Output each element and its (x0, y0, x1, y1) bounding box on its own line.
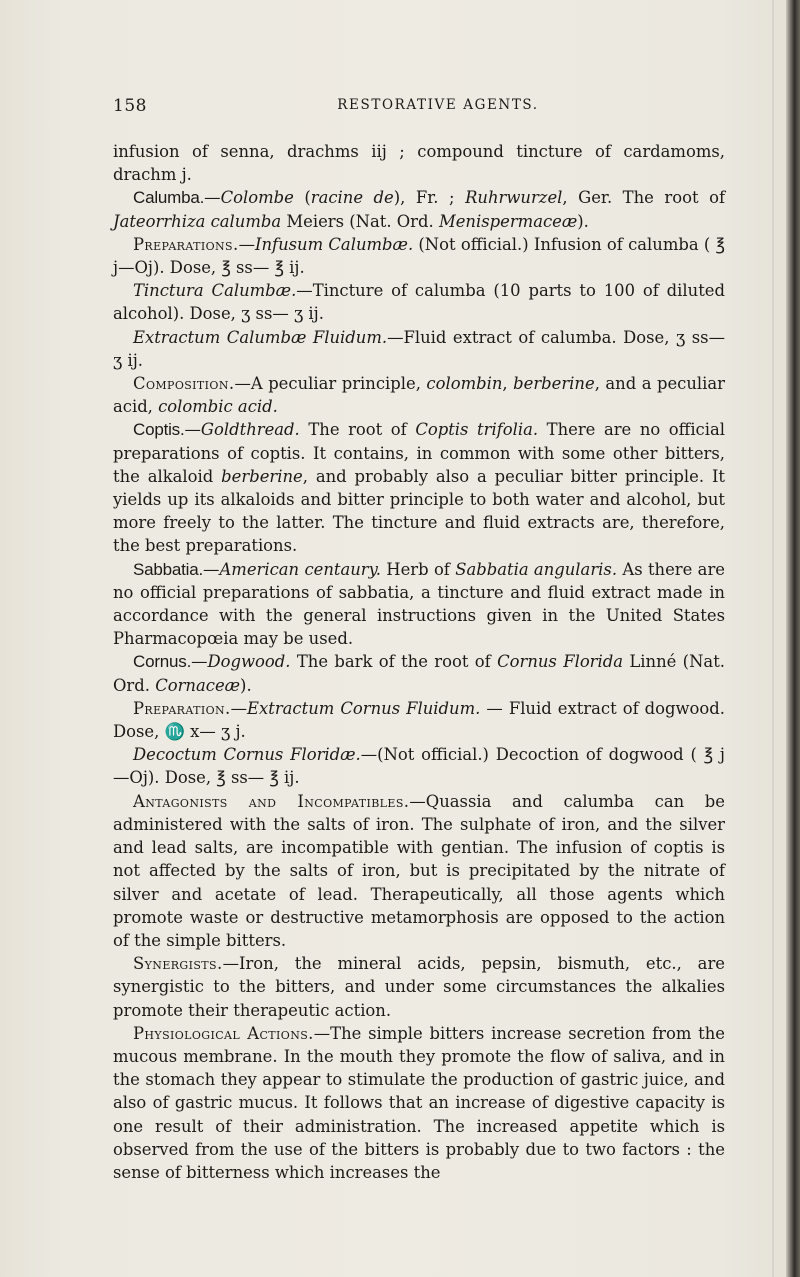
entry-heading-coptis: Coptis. (133, 420, 185, 440)
paragraph-calumba-extract: Extractum Calumbæ Fluidum.—Fluid extract of calumba. Dose, ʒ ss— ʒ ij. (113, 327, 725, 370)
subheading-antagonists: Antagonists and Incompatibles. (133, 791, 410, 811)
paragraph-cornus-decoction: Decoctum Cornus Floridæ.—(Not official.) Decoction of dogwood ( ℥ j—Oj). Dose, ℥ ss— ℥ ij. (113, 745, 725, 788)
paragraph-sabbatia: Sabbatia.—American centaury. Herb of Sabbatia angularis. As there are no official preparations of sabbatia, a tincture and fluid extract made in accordance with the general instructions given in the United States Pharmacopœia may be used. (113, 559, 725, 649)
entry-heading-calumba: Calumba. (133, 188, 205, 208)
page-edge-line (772, 0, 774, 1277)
running-head: RESTORATIVE AGENTS. (337, 97, 539, 113)
subheading-physiological-actions: Physiological Actions. (133, 1023, 314, 1043)
page-body (113, 140, 725, 1184)
subheading-preparations: Preparations. (133, 234, 239, 254)
entry-heading-cornus: Cornus. (133, 652, 192, 672)
paragraph-calumba-preparations: Preparations.—Infusum Calumbæ. (Not official.) Infusion of calumba ( ℥ j—Oj). Dose, ℥ ss— ℥ ij. (113, 234, 725, 278)
paragraph-senna-continuation: infusion of senna, drachms iij ; compound tincture of cardamoms, drachm j. (113, 142, 725, 185)
paragraph-calumba-tincture: Tinctura Calumbæ.—Tincture of calumba (10 parts to 100 of diluted alcohol). Dose, ʒ ss— ʒ ij. (113, 281, 725, 324)
paragraph-cornus: Cornus.—Dogwood. The bark of the root of Cornus Florida Linné (Nat. Ord. Cornaceæ). (113, 652, 725, 695)
paragraph-cornus-preparation: Preparation.—Extractum Cornus Fluidum. — Fluid extract of dogwood. Dose, ♏ x— ʒ j. (113, 698, 725, 742)
subheading-synergists: Synergists. (133, 954, 223, 974)
paragraph-coptis: Coptis.—Goldthread. The root of Coptis trifolia. There are no official preparations of coptis. It contains, in common with some other bitters, the alkaloid berberine, and probably also a peculiar bitter principle. It yields up its alkaloids and bitter principle to both water and alcohol, but more freely to the latter. The tincture and fluid extracts are, therefore, the best preparations. (113, 420, 726, 556)
page-binding-edge (786, 0, 800, 1277)
page-header (113, 96, 723, 122)
subheading-preparation: Preparation. (133, 698, 231, 718)
paragraph-calumba: Calumba.—Colombe (racine de), Fr. ; Ruhrwurzel, Ger. The root of Jateorrhiza calumba Meiers (Nat. Ord. Menispermaceæ). (113, 188, 726, 231)
paragraph-physiological-actions: Physiological Actions.—The simple bitters increase secretion from the mucous membrane. In the mouth they promote the flow of saliva, and in the stomach they appear to stimulate the production of gastric juice, and also of gastric mucus. It follows that an increase of digestive capacity is one result of their administration. The increased appetite which is observed from the use of the bitters is probably due to two factors : the sense of bitterness which increases the (113, 1023, 725, 1182)
paragraph-antagonists: Antagonists and Incompatibles.—Quassia and calumba can be administered with the salts of iron. The sulphate of iron, and the silver and lead salts, are incompatible with gentian. The infusion of coptis is not affected by the salts of iron, but is precipitated by the nitrate of silver and acetate of lead. Therapeutically, all those agents which promote waste or destructive metamorphosis are opposed to the action of the simple bitters. (113, 791, 725, 950)
paragraph-synergists: Synergists.—Iron, the mineral acids, pepsin, bismuth, etc., are synergistic to the bitters, and under some circumstances the alkalies promote their therapeutic action. (113, 954, 725, 1020)
subheading-composition: Composition. (133, 374, 235, 394)
paragraph-calumba-composition: Composition.—A peculiar principle, colombin, berberine, and a peculiar acid, colombic acid. (113, 374, 726, 417)
page-number: 158 (113, 96, 147, 116)
entry-heading-sabbatia: Sabbatia. (133, 559, 204, 579)
